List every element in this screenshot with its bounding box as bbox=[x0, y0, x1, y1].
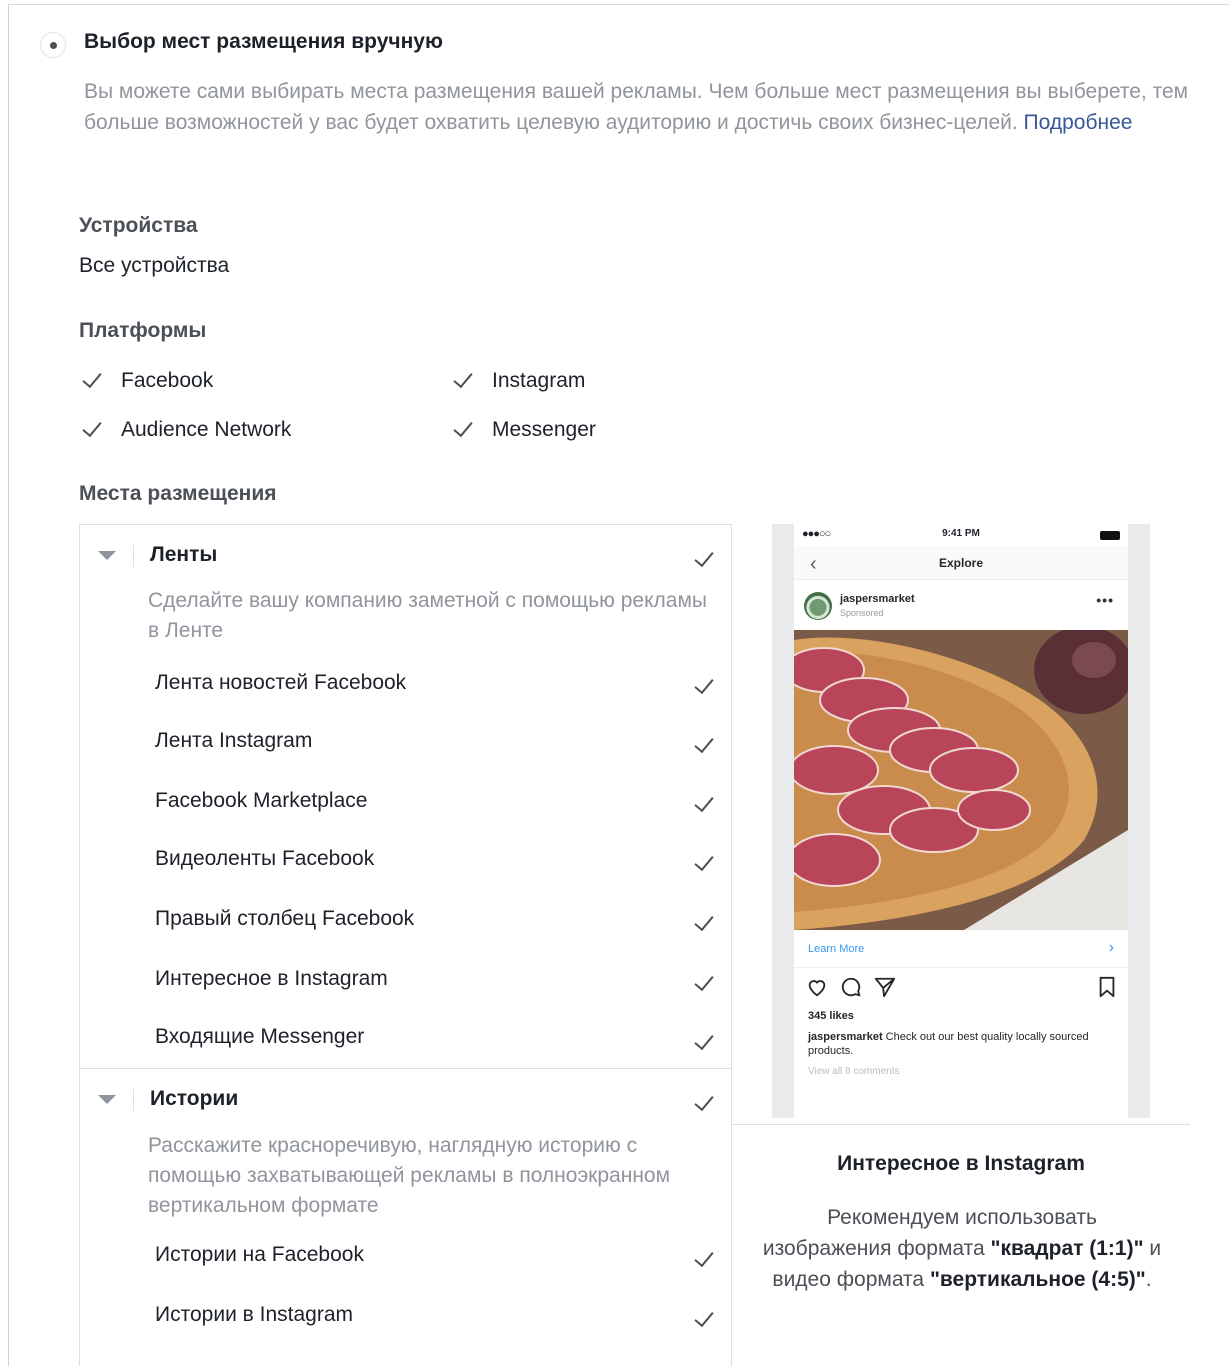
likes-count: 345 likes bbox=[808, 1010, 854, 1022]
platform-instagram[interactable] bbox=[450, 368, 585, 394]
phone-status-bar bbox=[794, 528, 1128, 544]
checkbox-placement[interactable] bbox=[691, 971, 717, 997]
checkbox-placement[interactable] bbox=[691, 851, 717, 877]
post-actions bbox=[804, 976, 1118, 1006]
checkbox-messenger[interactable] bbox=[450, 417, 476, 443]
sponsored-label: Sponsored bbox=[840, 608, 884, 618]
checkbox-placement[interactable] bbox=[691, 1030, 717, 1056]
group-desc-feeds: Сделайте вашу компанию заметной с помощью рекламы в Ленте bbox=[148, 589, 707, 642]
nav-title: Explore bbox=[938, 556, 983, 570]
divider bbox=[133, 545, 134, 567]
group-title-stories: Истории bbox=[150, 1087, 239, 1110]
post-caption bbox=[808, 1030, 1108, 1058]
placement-item: Истории в Instagram bbox=[155, 1303, 353, 1326]
post-image bbox=[794, 630, 1128, 930]
checkbox-group-feeds[interactable] bbox=[691, 547, 717, 573]
phone-nav-bar bbox=[794, 546, 1128, 580]
divider bbox=[133, 1089, 134, 1111]
back-chevron-icon: ‹ bbox=[810, 553, 817, 575]
chevron-right-icon: › bbox=[1108, 939, 1114, 956]
post-username: jaspersmarket bbox=[840, 593, 915, 605]
checkbox-facebook[interactable] bbox=[79, 368, 105, 394]
placement-item: Лента Instagram bbox=[155, 729, 313, 752]
platform-label: Messenger bbox=[492, 418, 596, 441]
view-comments: View all 8 comments bbox=[808, 1066, 900, 1077]
checkbox-placement[interactable] bbox=[691, 733, 717, 759]
collapse-triangle-icon[interactable] bbox=[98, 551, 116, 560]
platform-facebook[interactable] bbox=[79, 368, 213, 394]
checkbox-placement[interactable] bbox=[691, 1247, 717, 1273]
phone-preview bbox=[772, 524, 1150, 1118]
checkbox-placement[interactable] bbox=[691, 674, 717, 700]
more-icon: ••• bbox=[1096, 592, 1114, 608]
desc-text: . bbox=[1145, 1268, 1152, 1291]
checkbox-group-stories[interactable] bbox=[691, 1091, 717, 1117]
platform-label: Audience Network bbox=[121, 418, 292, 441]
battery-icon bbox=[1100, 531, 1120, 540]
placements-panel bbox=[79, 524, 732, 1366]
platform-audience-network[interactable] bbox=[79, 417, 291, 443]
placement-item: Правый столбец Facebook bbox=[155, 907, 415, 930]
caption-username: jaspersmarket bbox=[808, 1031, 883, 1043]
placement-item: Лента новостей Facebook bbox=[155, 671, 407, 694]
platform-label: Facebook bbox=[121, 369, 214, 392]
bookmark-icon bbox=[1096, 976, 1118, 998]
platforms-label: Платформы bbox=[79, 319, 207, 342]
checkbox-placement[interactable] bbox=[691, 792, 717, 818]
section-title: Выбор мест размещения вручную bbox=[84, 30, 443, 53]
group-desc-stories: Расскажите красноречивую, наглядную историю с помощью захватывающей рекламы в полноэкранном вертикальном формате bbox=[148, 1134, 671, 1217]
post-header bbox=[794, 588, 1128, 628]
caption-text: Check out our best quality locally sourced products. bbox=[808, 1031, 1089, 1057]
phone-screen bbox=[794, 524, 1128, 1118]
fig-tart-illustration bbox=[794, 630, 1128, 930]
manual-placement-radio[interactable] bbox=[40, 32, 66, 58]
learn-more-label: Learn More bbox=[808, 943, 865, 955]
placement-item: Интересное в Instagram bbox=[155, 967, 388, 990]
preview-divider bbox=[732, 1124, 1190, 1125]
preview-description bbox=[762, 1202, 1162, 1295]
section-description bbox=[84, 76, 1194, 138]
placement-item: Входящие Messenger bbox=[155, 1025, 365, 1048]
desc-format-vertical: "вертикальное (4:5)" bbox=[929, 1268, 1146, 1291]
learn-more-link[interactable]: Подробнее bbox=[1023, 111, 1133, 134]
group-divider bbox=[80, 1068, 731, 1069]
share-icon bbox=[874, 976, 896, 998]
platform-messenger[interactable] bbox=[450, 417, 596, 443]
devices-label: Устройства bbox=[79, 214, 198, 237]
signal-icon: ●●●○○ bbox=[802, 528, 831, 540]
placement-item: Истории на Facebook bbox=[155, 1243, 364, 1266]
placement-item: Facebook Marketplace bbox=[155, 789, 368, 812]
placement-item: Видеоленты Facebook bbox=[155, 847, 375, 870]
placements-label: Места размещения bbox=[79, 482, 277, 505]
desc-text: и видео формата bbox=[772, 1237, 1162, 1291]
avatar bbox=[804, 592, 832, 620]
checkbox-placement[interactable] bbox=[691, 911, 717, 937]
group-title-feeds: Ленты bbox=[150, 543, 218, 566]
desc-format-square: "квадрат (1:1)" bbox=[990, 1237, 1144, 1260]
phone-time: 9:41 PM bbox=[942, 528, 980, 539]
heart-icon bbox=[806, 976, 828, 998]
learn-more-bar bbox=[794, 932, 1128, 968]
description-text: Вы можете сами выбирать места размещения вашей рекламы. Чем больше мест размещения вы выберете, тем больше возможностей у вас будет охватить целевую аудиторию и достичь своих бизнес-целей. bbox=[84, 80, 1189, 134]
preview-title: Интересное в Instagram bbox=[837, 1152, 1085, 1175]
platform-label: Instagram bbox=[492, 369, 586, 392]
desc-text: Рекомендуем использовать изображения формата bbox=[762, 1206, 1097, 1260]
devices-value[interactable]: Все устройства bbox=[79, 254, 230, 277]
comment-icon bbox=[840, 976, 862, 998]
checkbox-placement[interactable] bbox=[691, 1307, 717, 1333]
checkbox-instagram[interactable] bbox=[450, 368, 476, 394]
collapse-triangle-icon[interactable] bbox=[98, 1095, 116, 1104]
checkbox-audience-network[interactable] bbox=[79, 417, 105, 443]
